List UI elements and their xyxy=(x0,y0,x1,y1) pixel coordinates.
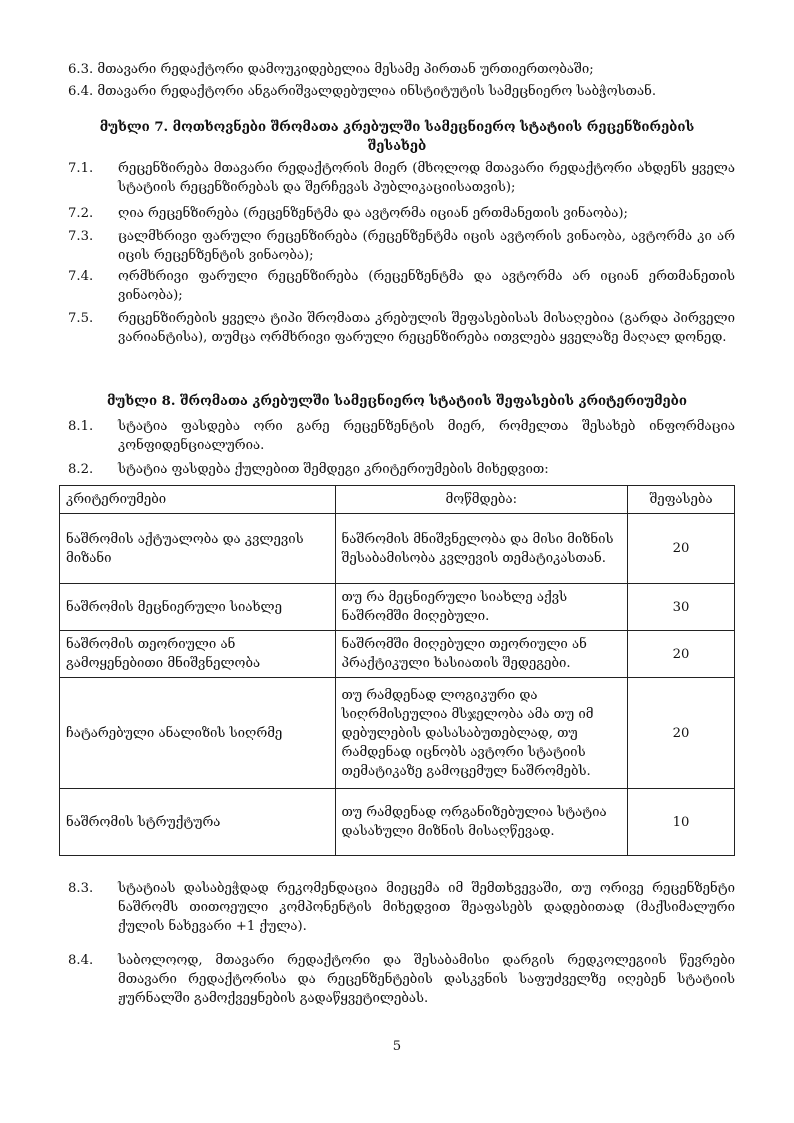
item-7-1-text: რეცენზირება მთავარი რედაქტორის მიერ (მხოლოდ მთავარი რედაქტორი ახდენს ყველა სტატიის რეცენზირებას და შერჩევას პუბლიკაციისათვის); xyxy=(118,161,735,195)
row-score: 20 xyxy=(628,514,735,584)
item-7-5-number: 7.5. xyxy=(68,311,94,326)
row-score: 30 xyxy=(628,584,735,631)
item-8-2-text: სტატია ფასდება ქულებით შემდეგი კრიტერიუმების მიხედვით: xyxy=(118,462,549,477)
item-8-1-text: სტატია ფასდება ორი გარე რეცენზენტის მიერ, რომელთა შესახებ ინფორმაცია კონფიდენციალურია. xyxy=(118,419,735,453)
item-8-3-text: სტატიას დასაბეჭდად რეკომენდაცია მიეცემა იმ შემთხვევაში, თუ ორივე რეცენზენტი ნაშრომს თითოეული კომპონენტის მიხედვით შეაფასებს დადებითად (მაქსიმალური ქულის ნახევარი +1 ქულა). xyxy=(118,881,735,934)
table-row xyxy=(60,678,735,789)
article-8-heading: მუხლი 8. შრომათა კრებულში სამეცნიერო სტატიის შეფასების კრიტერიუმები xyxy=(107,394,687,409)
item-7-3-number: 7.3. xyxy=(68,229,94,244)
table-row xyxy=(60,514,735,584)
item-7-2-number: 7.2. xyxy=(68,206,94,221)
item-8-4-number: 8.4. xyxy=(68,953,94,968)
row-score: 20 xyxy=(628,631,735,678)
item-7-4-text: ორმხრივი ფარული რეცენზირება (რეცენზენტმა და ავტორმა არ იციან ერთმანეთის ვინაობა); xyxy=(118,269,735,303)
item-8-1-number: 8.1. xyxy=(68,419,94,434)
row-check: თუ რამდენად ორგანიზებულია სტატია დასახული მიზნის მისაღწევად. xyxy=(335,789,628,856)
row-score: 20 xyxy=(628,678,735,789)
header-score: შეფასება xyxy=(628,486,735,514)
header-check: მოწმდება: xyxy=(335,486,628,514)
page-number: 5 xyxy=(392,1039,402,1054)
row-check: ნაშრომში მიღებული თეორიული ან პრაქტიკული ხასიათის შედეგები. xyxy=(335,631,628,678)
item-7-2-text: ღია რეცენზირება (რეცენზენტმა და ავტორმა იციან ერთმანეთის ვინაობა); xyxy=(118,206,628,221)
header-criteria: კრიტერიუმები xyxy=(60,486,336,514)
item-7-5-text: რეცენზირების ყველა ტიპი შრომათა კრებულის შეფასებისას მისაღებია (გარდა პირველი ვარიანტისა), თუმცა ორმხრივი ფარული რეცენზირება ითვლება ყველაზე მაღალ დონედ. xyxy=(118,311,735,345)
item-8-2-number: 8.2. xyxy=(68,462,94,477)
item-7-3-text: ცალმხრივი ფარული რეცენზირება (რეცენზენტმა იცის ავტორის ვინაობა, ავტორმა კი არ იცის რეცენზენტის ვინაობა); xyxy=(118,229,735,263)
row-criterion: ჩატარებული ანალიზის სიღრმე xyxy=(60,678,336,789)
row-check: თუ რა მეცნიერული სიახლე აქვს ნაშრომში მიღებული. xyxy=(335,584,628,631)
row-criterion: ნაშრომის სტრუქტურა xyxy=(60,789,336,856)
row-check: თუ რამდენად ლოგიკური და სიღრმისეულია მსჯელობა ამა თუ იმ დებულების დასასაბუთებლად, თუ რამდენად იცნობს ავტორი სტატიის თემატიკაზე გამოცემულ ნაშრომებს. xyxy=(335,678,628,789)
item-8-4-text: საბოლოოდ, მთავარი რედაქტორი და შესაბამისი დარგის რედკოლეგიის წევრები მთავარი რედაქტორისა და რეცენზენტების დასკვნის საფუძველზე იღებენ სტატიის ჟურნალში გამოქვეყნების გადაწყვეტილებას. xyxy=(118,953,735,1006)
criteria-table xyxy=(59,485,735,856)
table-row xyxy=(60,584,735,631)
table-header-row xyxy=(60,486,735,514)
item-8-3-number: 8.3. xyxy=(68,881,94,896)
item-7-4-number: 7.4. xyxy=(68,269,94,284)
item-6-4: 6.4. მთავარი რედაქტორი ანგარიშვალდებულია ინსტიტუტის სამეცნიერო საბჭოსთან. xyxy=(68,84,657,99)
item-7-1-number: 7.1. xyxy=(68,161,94,176)
row-score: 10 xyxy=(628,789,735,856)
article-7-heading-line2: შესახებ xyxy=(367,139,427,154)
article-7-heading-line1: მუხლი 7. მოთხოვნები შრომათა კრებულში სამეცნიერო სტატიის რეცენზირების xyxy=(99,120,695,135)
row-criterion: ნაშრომის თეორიული ან გამოყენებითი მნიშვნელობა xyxy=(60,631,336,678)
row-criterion: ნაშრომის აქტუალობა და კვლევის მიზანი xyxy=(60,514,336,584)
table-row xyxy=(60,789,735,856)
item-6-3: 6.3. მთავარი რედაქტორი დამოუკიდებელია მესამე პირთან ურთიერთობაში; xyxy=(68,62,594,77)
table-row xyxy=(60,631,735,678)
row-criterion: ნაშრომის მეცნიერული სიახლე xyxy=(60,584,336,631)
row-check: ნაშრომის მნიშვნელობა და მისი მიზნის შესაბამისობა კვლევის თემატიკასთან. xyxy=(335,514,628,584)
article-7-heading xyxy=(60,118,734,156)
